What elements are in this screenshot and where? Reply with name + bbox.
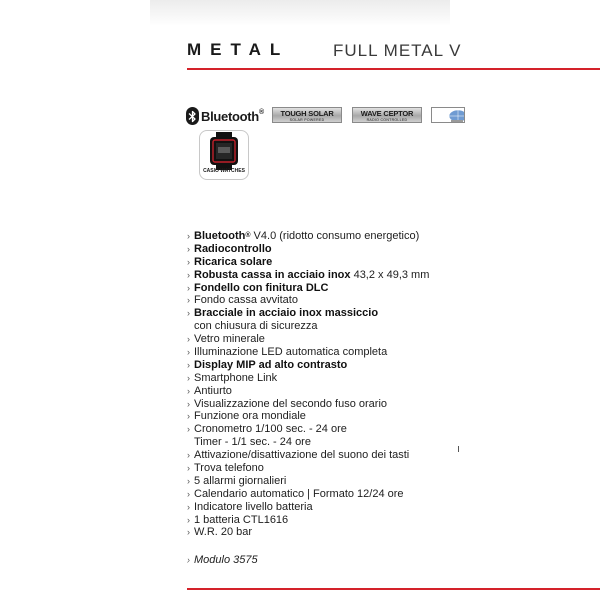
spec-item-text: Funzione ora mondiale (194, 410, 306, 423)
spec-item (187, 256, 487, 269)
wave-ceptor-label: WAVE CEPTOR (360, 109, 414, 118)
bullet-icon: › (187, 411, 190, 422)
bullet-icon: › (187, 488, 190, 499)
spec-item (187, 423, 487, 436)
bullet-icon: › (187, 347, 190, 358)
bluetooth-badge (186, 106, 264, 126)
bullet-icon: › (187, 372, 190, 383)
bullet-icon: › (187, 514, 190, 525)
brand-title: METAL (187, 40, 290, 59)
spec-item-text: Visualizzazione del secondo fuso orario (194, 397, 388, 410)
spec-item (187, 372, 487, 385)
spec-item-text: Timer - 1/1 sec. - 24 ore (194, 436, 311, 449)
bullet-icon: › (187, 308, 190, 319)
bluetooth-icon (186, 107, 199, 125)
bullet-icon: › (187, 385, 190, 396)
spec-item (187, 320, 487, 333)
spec-item-bold: Robusta cassa in acciaio inox (194, 268, 351, 281)
collection-title: FULL METAL V (333, 41, 462, 60)
bluetooth-badge-label: Bluetooth® (201, 108, 264, 124)
bullet-icon: › (187, 269, 190, 280)
header-divider (187, 68, 600, 70)
spec-item-text: W.R. 20 bar (194, 526, 253, 539)
casio-watches-caption: CASIO WATCHES (203, 168, 245, 174)
tough-solar-badge (272, 107, 342, 123)
bullet-icon: › (187, 243, 190, 254)
spec-item (187, 346, 487, 359)
model-label: Modulo 3575 (194, 554, 258, 566)
model-number (187, 554, 258, 566)
spec-item (187, 436, 487, 449)
bullet-icon: › (187, 256, 190, 267)
spec-item (187, 514, 487, 527)
bullet-icon: › (187, 555, 190, 565)
watch-icon (200, 131, 248, 171)
bullet-icon: › (187, 527, 190, 538)
spec-item (187, 475, 487, 488)
bullet-icon: › (187, 424, 190, 435)
footer-divider (187, 588, 600, 590)
top-image-fade (150, 0, 450, 26)
spec-item-bold: Bracciale in acciaio inox massiccio (194, 307, 379, 320)
spec-item (187, 333, 487, 346)
spec-item (187, 282, 487, 295)
bullet-icon: › (187, 501, 190, 512)
wave-ceptor-sub: RADIO CONTROLLED (366, 118, 408, 122)
wave-ceptor-badge (352, 107, 422, 123)
spec-item (187, 398, 487, 411)
spec-item (187, 462, 487, 475)
spec-item-text: Smartphone Link (194, 371, 278, 384)
bullet-icon: › (187, 398, 190, 409)
spec-item (187, 307, 487, 320)
spec-item-text: Fondo cassa avvitato (194, 294, 298, 307)
spec-item (187, 269, 487, 282)
bullet-icon: › (187, 231, 190, 241)
spec-item-bold: Ricarica solare (194, 255, 273, 268)
registered-mark: ® (245, 232, 251, 239)
spec-item-text: Attivazione/disattivazione del suono dei tasti (194, 449, 410, 462)
spec-item (187, 449, 487, 462)
spec-item-text: Vetro minerale (194, 333, 265, 346)
spec-item-text: Cronometro 1/100 sec. - 24 ore (194, 423, 347, 436)
spec-item-text: Trova telefono (194, 462, 264, 475)
spec-item (187, 385, 487, 398)
spec-item-text: 43,2 x 49,3 mm (350, 268, 430, 281)
spec-item (187, 230, 487, 243)
spec-item (187, 410, 487, 423)
spec-item-text: V4.0 (ridotto consumo energetico) (250, 230, 420, 242)
spec-item-bold: Bluetooth (194, 230, 246, 242)
bullet-icon: › (187, 359, 190, 370)
spec-item-text: Calendario automatico | Formato 12/24 ore (194, 487, 404, 500)
spec-item-bold: Display MIP ad alto contrasto (194, 358, 348, 371)
spec-item (187, 488, 487, 501)
partial-badge (431, 107, 465, 123)
spec-item-text: 1 batteria CTL1616 (194, 513, 289, 526)
spec-list (187, 230, 487, 539)
spec-item-text: Antiurto (194, 384, 232, 397)
spec-item (187, 294, 487, 307)
spec-item-text: 5 allarmi giornalieri (194, 474, 287, 487)
globe-icon (432, 108, 465, 123)
spec-item (187, 526, 487, 539)
spec-item (187, 243, 487, 256)
bullet-icon: › (187, 295, 190, 306)
spec-item (187, 501, 487, 514)
bullet-icon: › (187, 475, 190, 486)
bullet-icon: › (187, 334, 190, 345)
spec-item (187, 359, 487, 372)
spec-item-bold: Fondello con finitura DLC (194, 281, 329, 294)
bullet-icon: › (187, 463, 190, 474)
tough-solar-sub: SOLAR POWERED (289, 118, 325, 122)
spec-item-text: Illuminazione LED automatica completa (194, 346, 388, 359)
spec-item-text: Indicatore livello batteria (194, 500, 313, 513)
edge-mark (458, 446, 459, 452)
bullet-icon: › (187, 450, 190, 461)
bullet-icon: › (187, 282, 190, 293)
spec-item-text: con chiusura di sicurezza (194, 320, 318, 333)
spec-item-bold: Radiocontrollo (194, 242, 272, 255)
tough-solar-label: TOUGH SOLAR (280, 109, 334, 118)
